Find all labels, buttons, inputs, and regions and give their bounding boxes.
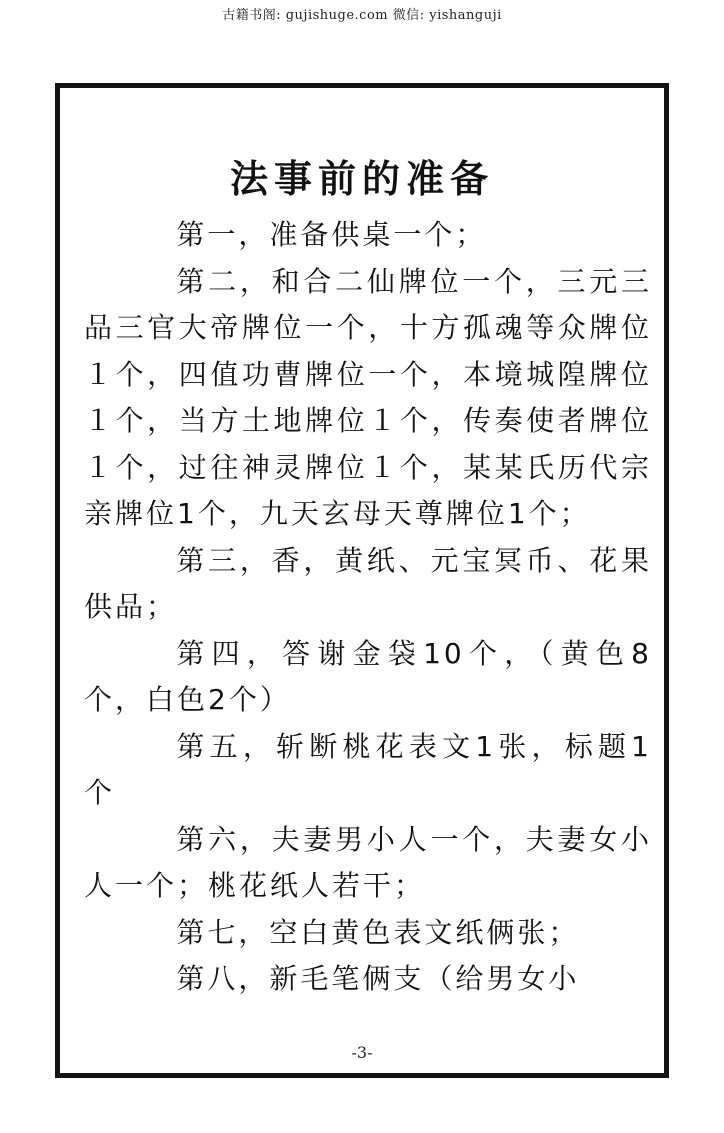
paragraph-3: 第三，香，黄纸、元宝冥币、花果供品； (84, 543, 652, 623)
paragraph-2: 第二，和合二仙牌位一个，三元三品三官大帝牌位一个，十方孤魂等众牌位１个，四值功曹牌位一个，本境城隍牌位１个，当方土地牌位１个，传奏使者牌位１个，过往神灵牌位１个，某某氏历代宗亲牌位1个，九天玄母天尊牌位1个； (84, 264, 652, 530)
page-number: -3- (351, 1043, 373, 1062)
paragraph-7: 第七，空白黄色表文纸俩张； (176, 915, 580, 949)
paragraph-4: 第四，答谢金袋10个，（黄色8个，白色2个） (84, 636, 652, 716)
body-text (84, 212, 652, 1003)
page-border-frame (55, 83, 669, 1078)
page-title: 法事前的准备 (229, 157, 494, 201)
paragraph-8: 第八，新毛笔俩支（给男女小 (176, 962, 580, 995)
paragraph-1: 第一，准备供桌一个； (176, 218, 487, 251)
paragraph-6: 第六，夫妻男小人一个，夫妻女小人一个；桃花纸人若干； (84, 822, 652, 902)
site-watermark-header: 古籍书阁: gujishuge.com 微信: yishanguji (222, 8, 502, 23)
paragraph-5: 第五，斩断桃花表文1张，标题1个 (84, 729, 652, 809)
